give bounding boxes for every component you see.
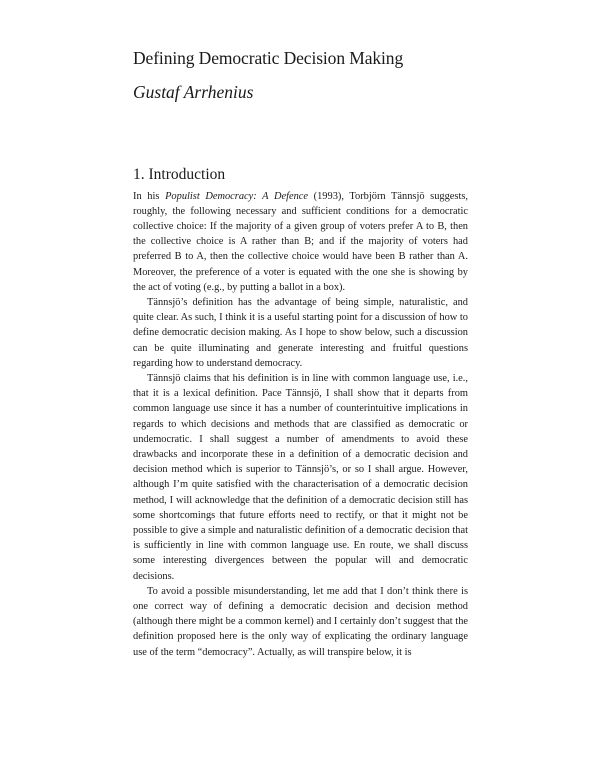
body-paragraph	[133, 295, 468, 371]
paragraph-text: Tännsjö’s definition has the advantage of being simple, naturalistic, and quite clear. As such, I think it is a useful starting point for a discussion of how to define democratic decision making. As I hope to show below, such a discussion can be quite illuminating and generate interesting and fruitful questions regarding how to understand democracy.	[133, 297, 468, 369]
paper-page	[133, 48, 468, 660]
paper-title: Defining Democratic Decision Making	[133, 48, 404, 68]
paper-author: Gustaf Arrhenius	[133, 82, 254, 102]
book-title-italic: Populist Democracy: A Defence	[165, 190, 308, 202]
paragraph-text: Tännsjö claims that his definition is in line with common language use, i.e., that it is a lexical definition. Pace Tännsjö, I shall show that it departs from common language use since it has a number of counterintuitive implications in regards to which decisions and methods that are classified as democratic or undemocratic. I shall suggest a number of amendments to avoid these drawbacks and incorporate these in a definition of a democratic decision and decision method which is superior to Tännsjö’s, or so I shall argue. However, although I’m quite satisfied with the characterisation of a democratic decision method, I will acknowledge that the definition of a democratic decision still has some shortcomings that future efforts need to rectify, or that it might not be possible to give a simple and naturalistic definition of a democratic decision that is sufficiently in line with common language use. En route, we shall discuss some interesting divergences between the popular will and democratic decisions.	[133, 373, 468, 582]
body-paragraph	[133, 584, 468, 660]
body-paragraph	[133, 189, 468, 295]
section-heading: 1. Introduction	[133, 166, 226, 183]
body-paragraph	[133, 371, 468, 584]
paragraph-text: In his	[133, 190, 166, 202]
paragraph-text: (1993), Torbjörn Tännsjö suggests, roughly, the following necessary and sufficient conditions for a democratic collective choice: If the majority of a given group of voters prefer A to B, then the collective choice is A rather than B; and if the majority of voters had preferred B to A, then the collective choice would have been B rather than A. Moreover, the preference of a voter is equated with the one she is showing by the act of voting (e.g., by putting a ballot in a box).	[133, 190, 468, 293]
section-body	[133, 189, 468, 660]
paragraph-text: To avoid a possible misunderstanding, let me add that I don’t think there is one correct way of defining a democratic decision and decision method (although there might be a common kernel) and I certainly don’t suggest that the definition proposed here is the only way of explicating the ordinary language use of the term “democracy”. Actually, as will transpire below, it is	[133, 585, 468, 658]
